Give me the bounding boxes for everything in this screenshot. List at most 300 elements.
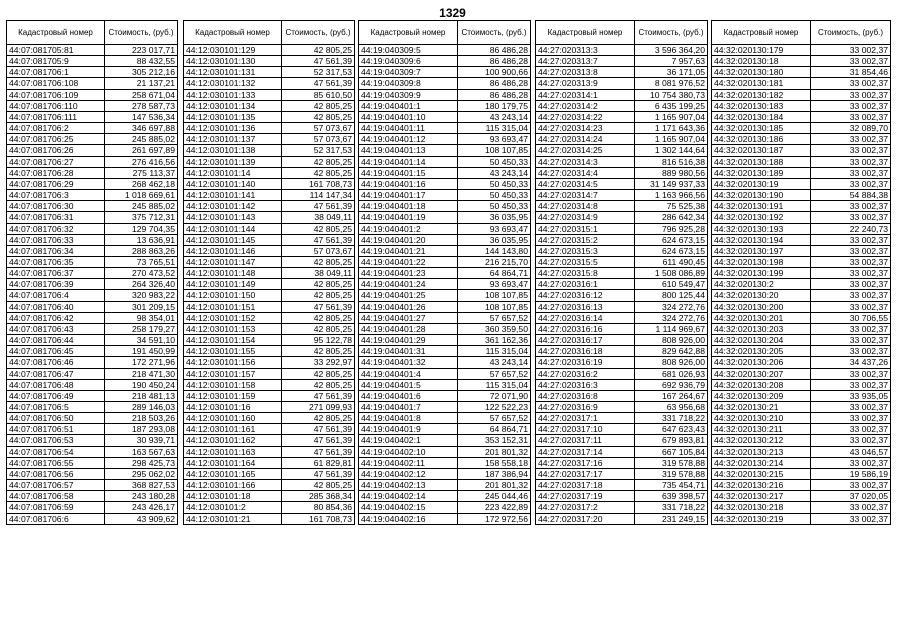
cost-cell: 47 561,39 bbox=[282, 234, 355, 245]
cost-cell: 86 486,28 bbox=[458, 89, 531, 100]
cost-cell: 42 805,25 bbox=[282, 413, 355, 424]
cost-cell: 33 002,37 bbox=[811, 335, 891, 346]
cost-cell: 161 708,73 bbox=[282, 178, 355, 189]
cost-cell: 108 107,85 bbox=[458, 301, 531, 312]
cadastral-number-cell: 44:27:020316:19 bbox=[536, 357, 635, 368]
table-row bbox=[359, 56, 531, 67]
cadastral-number-cell: 44:27:020314:7 bbox=[536, 190, 635, 201]
cadastral-number-cell: 44:07:081706:28 bbox=[7, 167, 105, 178]
cost-cell: 268 462,18 bbox=[105, 178, 178, 189]
table-row bbox=[184, 346, 355, 357]
table-row bbox=[712, 89, 891, 100]
cadastral-number-cell: 44:19:040401:28 bbox=[359, 323, 458, 334]
table-row bbox=[359, 480, 531, 491]
table-row bbox=[712, 100, 891, 111]
table-row bbox=[7, 468, 178, 479]
cost-cell: 271 099,93 bbox=[282, 402, 355, 413]
cost-cell: 33 002,37 bbox=[811, 346, 891, 357]
cadastral-number-cell: 44:12:030101:159 bbox=[184, 390, 282, 401]
table-row bbox=[7, 480, 178, 491]
cost-cell: 167 264,67 bbox=[635, 390, 708, 401]
cost-cell: 6 435 199,25 bbox=[635, 100, 708, 111]
cadastral-number-cell: 44:12:030101:164 bbox=[184, 457, 282, 468]
table-header-row bbox=[7, 21, 178, 45]
cadastral-number-cell: 44:32:020130:219 bbox=[712, 513, 811, 524]
table-row bbox=[712, 491, 891, 502]
cost-cell: 276 416,56 bbox=[105, 156, 178, 167]
cadastral-number-cell: 44:27:020314:4 bbox=[536, 167, 635, 178]
cost-cell: 34 591,10 bbox=[105, 335, 178, 346]
header-cost: Стоимость, (руб.) bbox=[635, 21, 708, 45]
cadastral-number-cell: 44:27:020315:1 bbox=[536, 223, 635, 234]
table-row bbox=[184, 435, 355, 446]
cost-cell: 33 002,37 bbox=[811, 78, 891, 89]
table-row bbox=[7, 446, 178, 457]
cost-cell: 52 317,53 bbox=[282, 145, 355, 156]
cost-cell: 829 642,88 bbox=[635, 346, 708, 357]
cadastral-number-cell: 44:07:081706:46 bbox=[7, 357, 105, 368]
cadastral-number-cell: 44:07:081706:33 bbox=[7, 234, 105, 245]
table-row bbox=[712, 457, 891, 468]
table-row bbox=[184, 100, 355, 111]
table-row bbox=[7, 379, 178, 390]
cost-cell: 73 765,51 bbox=[105, 256, 178, 267]
cost-cell: 47 561,39 bbox=[282, 390, 355, 401]
table-row bbox=[7, 100, 178, 111]
page-number: 1329 bbox=[439, 6, 466, 20]
table-row bbox=[712, 234, 891, 245]
cost-cell: 33 002,37 bbox=[811, 145, 891, 156]
cost-cell: 324 272,76 bbox=[635, 312, 708, 323]
cost-cell: 42 805,25 bbox=[282, 111, 355, 122]
table-row bbox=[712, 111, 891, 122]
cost-cell: 43 046,57 bbox=[811, 446, 891, 457]
cadastral-number-cell: 44:12:030101:139 bbox=[184, 156, 282, 167]
cost-cell: 36 035,95 bbox=[458, 234, 531, 245]
cadastral-number-cell: 44:12:030101:14 bbox=[184, 167, 282, 178]
cadastral-number-cell: 44:32:020130:193 bbox=[712, 223, 811, 234]
table-row bbox=[712, 368, 891, 379]
table-header-row bbox=[359, 21, 531, 45]
cadastral-number-cell: 44:27:020314:9 bbox=[536, 212, 635, 223]
cadastral-number-cell: 44:32:020130:20 bbox=[712, 290, 811, 301]
cost-cell: 30 706,55 bbox=[811, 312, 891, 323]
cadastral-number-cell: 44:27:020317:20 bbox=[536, 513, 635, 524]
cost-cell: 42 805,25 bbox=[282, 323, 355, 334]
cost-cell: 324 272,76 bbox=[635, 301, 708, 312]
table-row bbox=[536, 89, 708, 100]
table-row bbox=[536, 402, 708, 413]
table-row bbox=[712, 268, 891, 279]
cadastral-number-cell: 44:32:020130:190 bbox=[712, 190, 811, 201]
cost-cell: 33 002,37 bbox=[811, 56, 891, 67]
cost-cell: 33 002,37 bbox=[811, 413, 891, 424]
cost-cell: 33 002,37 bbox=[811, 111, 891, 122]
cadastral-number-cell: 44:07:081706:2 bbox=[7, 123, 105, 134]
table-row bbox=[359, 379, 531, 390]
table-row bbox=[359, 212, 531, 223]
cost-cell: 57 657,52 bbox=[458, 413, 531, 424]
cadastral-number-cell: 44:12:030101:162 bbox=[184, 435, 282, 446]
table-row bbox=[184, 312, 355, 323]
table-row bbox=[359, 312, 531, 323]
table-row bbox=[184, 178, 355, 189]
table-row bbox=[359, 357, 531, 368]
table-row bbox=[536, 368, 708, 379]
table-row bbox=[712, 279, 891, 290]
cadastral-number-cell: 44:07:081706:58 bbox=[7, 491, 105, 502]
table-row bbox=[359, 323, 531, 334]
cost-cell: 88 432,55 bbox=[105, 56, 178, 67]
cost-cell: 180 179,75 bbox=[458, 100, 531, 111]
cadastral-number-cell: 44:27:020316:3 bbox=[536, 379, 635, 390]
table-row bbox=[536, 67, 708, 78]
cost-cell: 8 081 976,52 bbox=[635, 78, 708, 89]
cadastral-number-cell: 44:32:020130:207 bbox=[712, 368, 811, 379]
cost-cell: 33 002,37 bbox=[811, 290, 891, 301]
table-row bbox=[7, 312, 178, 323]
cost-cell: 1 302 144,64 bbox=[635, 145, 708, 156]
table-row bbox=[712, 245, 891, 256]
table-row bbox=[712, 480, 891, 491]
cost-cell: 21 137,21 bbox=[105, 78, 178, 89]
cost-cell: 172 972,56 bbox=[458, 513, 531, 524]
cost-cell: 37 020,05 bbox=[811, 491, 891, 502]
table-row bbox=[712, 435, 891, 446]
cadastral-number-cell: 44:12:030101:2 bbox=[184, 502, 282, 513]
cost-cell: 3 596 364,20 bbox=[635, 45, 708, 56]
table-row bbox=[7, 435, 178, 446]
header-cadastral: Кадастровый номер bbox=[712, 21, 811, 45]
table-row bbox=[359, 390, 531, 401]
cost-cell: 64 864,71 bbox=[458, 424, 531, 435]
cadastral-number-cell: 44:07:081706:59 bbox=[7, 502, 105, 513]
cadastral-number-cell: 44:32:020130:203 bbox=[712, 323, 811, 334]
cost-cell: 218 503,26 bbox=[105, 413, 178, 424]
table-row bbox=[7, 111, 178, 122]
cadastral-number-cell: 44:07:081706:34 bbox=[7, 245, 105, 256]
table-row bbox=[536, 513, 708, 524]
cadastral-number-cell: 44:27:020317:14 bbox=[536, 446, 635, 457]
table-row bbox=[184, 402, 355, 413]
cadastral-number-cell: 44:12:030101:21 bbox=[184, 513, 282, 524]
cadastral-number-cell: 44:27:020317:1 bbox=[536, 413, 635, 424]
cadastral-number-cell: 44:19:040401:32 bbox=[359, 357, 458, 368]
table-row bbox=[7, 156, 178, 167]
cadastral-number-cell: 44:27:020314:25 bbox=[536, 145, 635, 156]
cadastral-number-cell: 44:27:020314:3 bbox=[536, 156, 635, 167]
cost-cell: 85 610,50 bbox=[282, 89, 355, 100]
cadastral-number-cell: 44:12:030101:135 bbox=[184, 111, 282, 122]
cost-cell: 42 805,25 bbox=[282, 379, 355, 390]
cadastral-table-2 bbox=[183, 20, 355, 525]
cadastral-number-cell: 44:32:020130:179 bbox=[712, 45, 811, 56]
cadastral-number-cell: 44:07:081706:6 bbox=[7, 513, 105, 524]
cost-cell: 33 002,37 bbox=[811, 457, 891, 468]
table-header-row bbox=[712, 21, 891, 45]
cost-cell: 108 107,85 bbox=[458, 290, 531, 301]
cost-cell: 331 718,22 bbox=[635, 413, 708, 424]
cost-cell: 33 002,37 bbox=[811, 256, 891, 267]
table-row bbox=[536, 256, 708, 267]
cadastral-number-cell: 44:07:081706:42 bbox=[7, 312, 105, 323]
cadastral-number-cell: 44:32:020130:213 bbox=[712, 446, 811, 457]
table-row bbox=[712, 156, 891, 167]
cost-cell: 108 107,85 bbox=[458, 145, 531, 156]
cadastral-number-cell: 44:32:020130:18 bbox=[712, 56, 811, 67]
cadastral-number-cell: 44:19:040401:16 bbox=[359, 178, 458, 189]
cost-cell: 50 450,33 bbox=[458, 156, 531, 167]
table-row bbox=[184, 45, 355, 56]
cost-cell: 190 450,24 bbox=[105, 379, 178, 390]
header-cadastral: Кадастровый номер bbox=[536, 21, 635, 45]
table-row bbox=[359, 413, 531, 424]
cadastral-number-cell: 44:07:081706:47 bbox=[7, 368, 105, 379]
cadastral-number-cell: 44:19:040401:15 bbox=[359, 167, 458, 178]
table-row bbox=[712, 56, 891, 67]
table-row bbox=[536, 234, 708, 245]
table-row bbox=[536, 323, 708, 334]
table-row bbox=[712, 212, 891, 223]
cost-cell: 43 243,14 bbox=[458, 357, 531, 368]
cost-cell: 43 243,14 bbox=[458, 111, 531, 122]
table-row bbox=[536, 178, 708, 189]
table-row bbox=[359, 223, 531, 234]
cadastral-number-cell: 44:19:040401:22 bbox=[359, 256, 458, 267]
cost-cell: 80 854,36 bbox=[282, 502, 355, 513]
cost-cell: 33 002,37 bbox=[811, 156, 891, 167]
cadastral-number-cell: 44:07:081706:110 bbox=[7, 100, 105, 111]
header-cost: Стоимость, (руб.) bbox=[105, 21, 178, 45]
cost-cell: 639 398,57 bbox=[635, 491, 708, 502]
table-row bbox=[7, 145, 178, 156]
table-row bbox=[7, 457, 178, 468]
cadastral-number-cell: 44:07:081705:9 bbox=[7, 56, 105, 67]
table-row bbox=[536, 390, 708, 401]
cadastral-number-cell: 44:27:020316:12 bbox=[536, 290, 635, 301]
table-row bbox=[184, 390, 355, 401]
cadastral-number-cell: 44:27:020317:18 bbox=[536, 480, 635, 491]
cadastral-number-cell: 44:12:030101:147 bbox=[184, 256, 282, 267]
table-row bbox=[359, 145, 531, 156]
table-row bbox=[7, 290, 178, 301]
cadastral-number-cell: 44:32:020130:204 bbox=[712, 335, 811, 346]
cost-cell: 31 854,46 bbox=[811, 67, 891, 78]
table-row bbox=[712, 379, 891, 390]
table-row bbox=[536, 457, 708, 468]
cost-cell: 47 561,39 bbox=[282, 435, 355, 446]
table-row bbox=[536, 223, 708, 234]
table-row bbox=[359, 156, 531, 167]
table-row bbox=[184, 145, 355, 156]
cadastral-number-cell: 44:19:040401:26 bbox=[359, 301, 458, 312]
cadastral-number-cell: 44:19:040309:9 bbox=[359, 89, 458, 100]
cadastral-number-cell: 44:27:020316:16 bbox=[536, 323, 635, 334]
cost-cell: 38 049,11 bbox=[282, 268, 355, 279]
cadastral-number-cell: 44:19:040401:29 bbox=[359, 335, 458, 346]
table-row bbox=[184, 111, 355, 122]
cadastral-number-cell: 44:32:020130:206 bbox=[712, 357, 811, 368]
table-row bbox=[359, 335, 531, 346]
cost-cell: 33 935,05 bbox=[811, 390, 891, 401]
cost-cell: 86 486,28 bbox=[458, 45, 531, 56]
cost-cell: 47 561,39 bbox=[282, 446, 355, 457]
cadastral-number-cell: 44:07:081706:29 bbox=[7, 178, 105, 189]
cost-cell: 33 002,37 bbox=[811, 45, 891, 56]
cadastral-number-cell: 44:27:020313:3 bbox=[536, 45, 635, 56]
cadastral-number-cell: 44:27:020317:2 bbox=[536, 502, 635, 513]
cost-cell: 319 578,88 bbox=[635, 457, 708, 468]
cadastral-number-cell: 44:27:020316:1 bbox=[536, 279, 635, 290]
cost-cell: 33 002,37 bbox=[811, 301, 891, 312]
cost-cell: 47 561,39 bbox=[282, 201, 355, 212]
cost-cell: 47 561,39 bbox=[282, 78, 355, 89]
cost-cell: 33 002,37 bbox=[811, 100, 891, 111]
table-row bbox=[7, 268, 178, 279]
table-row bbox=[359, 268, 531, 279]
cadastral-number-cell: 44:32:020130:209 bbox=[712, 390, 811, 401]
table-row bbox=[536, 290, 708, 301]
table-row bbox=[359, 513, 531, 524]
header-cost: Стоимость, (руб.) bbox=[811, 21, 891, 45]
cadastral-number-cell: 44:19:040402:15 bbox=[359, 502, 458, 513]
table-row bbox=[536, 212, 708, 223]
cost-cell: 33 002,37 bbox=[811, 167, 891, 178]
cadastral-number-cell: 44:07:081706:30 bbox=[7, 201, 105, 212]
cadastral-number-cell: 44:12:030101:148 bbox=[184, 268, 282, 279]
table-row bbox=[359, 201, 531, 212]
table-row bbox=[7, 223, 178, 234]
table-row bbox=[536, 201, 708, 212]
cost-cell: 33 002,37 bbox=[811, 502, 891, 513]
cost-cell: 122 522,23 bbox=[458, 402, 531, 413]
table-row bbox=[359, 190, 531, 201]
cadastral-number-cell: 44:07:081706:49 bbox=[7, 390, 105, 401]
cadastral-number-cell: 44:32:020130:181 bbox=[712, 78, 811, 89]
cadastral-number-cell: 44:12:030101:158 bbox=[184, 379, 282, 390]
cost-cell: 33 002,37 bbox=[811, 435, 891, 446]
cadastral-number-cell: 44:27:020316:18 bbox=[536, 346, 635, 357]
cadastral-number-cell: 44:07:081706:1 bbox=[7, 67, 105, 78]
cost-cell: 42 805,25 bbox=[282, 368, 355, 379]
cadastral-number-cell: 44:12:030101:157 bbox=[184, 368, 282, 379]
table-row bbox=[536, 379, 708, 390]
cost-cell: 679 893,81 bbox=[635, 435, 708, 446]
cadastral-number-cell: 44:19:040401:27 bbox=[359, 312, 458, 323]
cadastral-number-cell: 44:12:030101:140 bbox=[184, 178, 282, 189]
table-row bbox=[359, 111, 531, 122]
cost-cell: 245 044,46 bbox=[458, 491, 531, 502]
cost-cell: 278 587,73 bbox=[105, 100, 178, 111]
cadastral-number-cell: 44:27:020314:24 bbox=[536, 134, 635, 145]
cost-cell: 172 271,96 bbox=[105, 357, 178, 368]
cost-cell: 346 697,88 bbox=[105, 123, 178, 134]
table-row bbox=[712, 45, 891, 56]
cost-cell: 319 578,88 bbox=[635, 468, 708, 479]
table-row bbox=[7, 513, 178, 524]
cadastral-number-cell: 44:19:040401:18 bbox=[359, 201, 458, 212]
cadastral-number-cell: 44:32:020130:216 bbox=[712, 480, 811, 491]
table-row bbox=[712, 134, 891, 145]
cadastral-number-cell: 44:19:040402:13 bbox=[359, 480, 458, 491]
cost-cell: 796 925,28 bbox=[635, 223, 708, 234]
cadastral-number-cell: 44:32:020130:182 bbox=[712, 89, 811, 100]
cost-cell: 218 471,30 bbox=[105, 368, 178, 379]
cost-cell: 285 368,34 bbox=[282, 491, 355, 502]
cadastral-number-cell: 44:19:040401:10 bbox=[359, 111, 458, 122]
cadastral-number-cell: 44:19:040401:7 bbox=[359, 402, 458, 413]
cadastral-number-cell: 44:19:040401:13 bbox=[359, 145, 458, 156]
table-row bbox=[7, 301, 178, 312]
table-row bbox=[7, 424, 178, 435]
cadastral-number-cell: 44:27:020314:23 bbox=[536, 123, 635, 134]
table-row bbox=[184, 379, 355, 390]
cost-cell: 30 939,71 bbox=[105, 435, 178, 446]
table-row bbox=[359, 435, 531, 446]
cost-cell: 42 805,25 bbox=[282, 45, 355, 56]
cost-cell: 33 002,37 bbox=[811, 178, 891, 189]
cadastral-number-cell: 44:27:020317:10 bbox=[536, 424, 635, 435]
cadastral-number-cell: 44:19:040401:8 bbox=[359, 413, 458, 424]
cadastral-number-cell: 44:07:081706:26 bbox=[7, 145, 105, 156]
cost-cell: 800 125,44 bbox=[635, 290, 708, 301]
cadastral-number-cell: 44:07:081705:81 bbox=[7, 45, 105, 56]
table-row bbox=[712, 201, 891, 212]
cadastral-number-cell: 44:12:030101:145 bbox=[184, 234, 282, 245]
table-row bbox=[536, 156, 708, 167]
table-row bbox=[184, 413, 355, 424]
table-row bbox=[359, 424, 531, 435]
cost-cell: 243 180,28 bbox=[105, 491, 178, 502]
table-row bbox=[7, 335, 178, 346]
cost-cell: 289 146,03 bbox=[105, 402, 178, 413]
cadastral-number-cell: 44:32:020130:197 bbox=[712, 245, 811, 256]
table-row bbox=[7, 390, 178, 401]
cost-cell: 301 209,15 bbox=[105, 301, 178, 312]
cost-cell: 1 171 643,36 bbox=[635, 123, 708, 134]
cost-cell: 38 049,11 bbox=[282, 212, 355, 223]
cadastral-number-cell: 44:07:081706:31 bbox=[7, 212, 105, 223]
cadastral-number-cell: 44:12:030101:165 bbox=[184, 468, 282, 479]
table-row bbox=[184, 212, 355, 223]
table-row bbox=[184, 368, 355, 379]
cadastral-number-cell: 44:32:020130:184 bbox=[712, 111, 811, 122]
table-row bbox=[184, 502, 355, 513]
cadastral-number-cell: 44:12:030101:138 bbox=[184, 145, 282, 156]
cadastral-number-cell: 44:32:020130:210 bbox=[712, 413, 811, 424]
table-row bbox=[7, 123, 178, 134]
cadastral-number-cell: 44:32:020130:205 bbox=[712, 346, 811, 357]
table-row bbox=[712, 67, 891, 78]
table-row bbox=[536, 312, 708, 323]
table-row bbox=[184, 67, 355, 78]
table-row bbox=[7, 413, 178, 424]
cadastral-number-cell: 44:27:020316:17 bbox=[536, 335, 635, 346]
table-row bbox=[536, 346, 708, 357]
cost-cell: 33 002,37 bbox=[811, 480, 891, 491]
cost-cell: 158 558,18 bbox=[458, 457, 531, 468]
cost-cell: 298 425,73 bbox=[105, 457, 178, 468]
cost-cell: 95 122,78 bbox=[282, 335, 355, 346]
table-row bbox=[712, 413, 891, 424]
table-row bbox=[7, 491, 178, 502]
table-row bbox=[536, 167, 708, 178]
cost-cell: 1 165 907,04 bbox=[635, 111, 708, 122]
cost-cell: 42 805,25 bbox=[282, 256, 355, 267]
table-row bbox=[184, 89, 355, 100]
cost-cell: 1 508 086,89 bbox=[635, 268, 708, 279]
cost-cell: 57 073,67 bbox=[282, 245, 355, 256]
